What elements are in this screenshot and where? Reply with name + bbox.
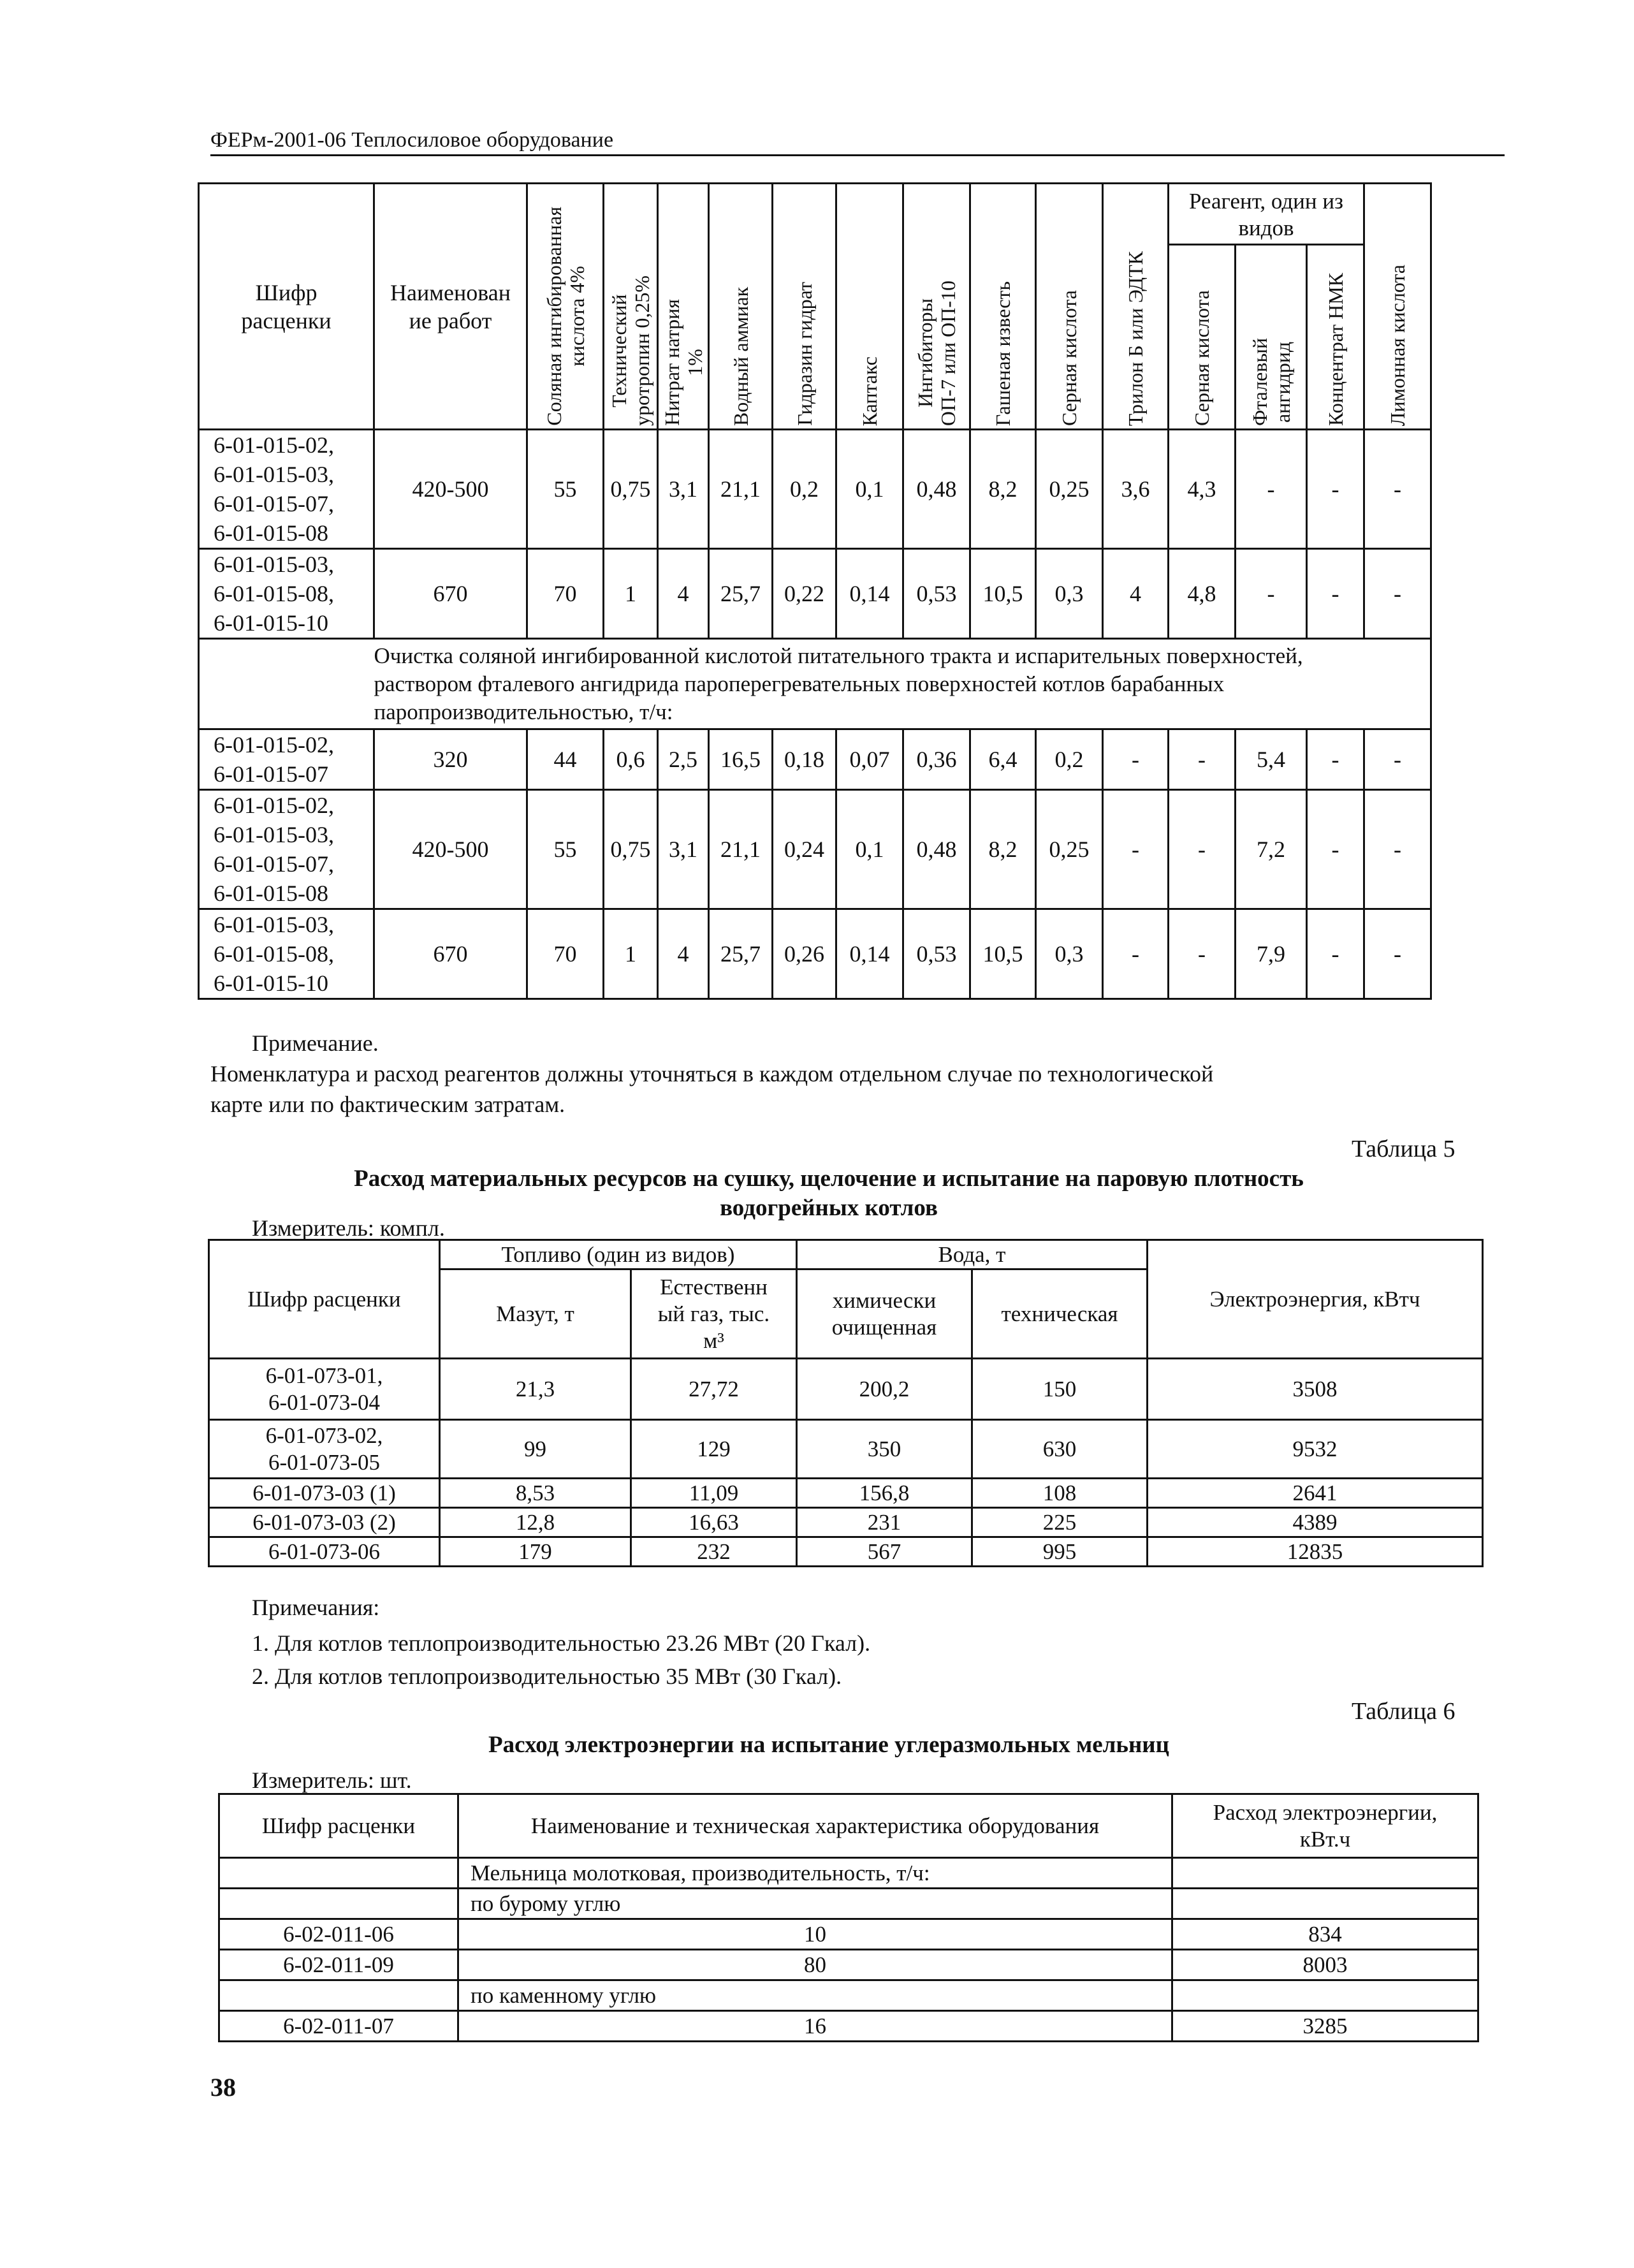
resource-value: 9532 — [1148, 1420, 1483, 1479]
table5-measure: Измеритель: компл. — [252, 1215, 445, 1241]
reagent-value: 0,3 — [1036, 549, 1103, 639]
header-tech-water: техническая — [972, 1269, 1148, 1359]
header-gas: Естественн ый газ, тыс. м³ — [631, 1269, 797, 1359]
rate-code — [219, 1889, 458, 1919]
table5-label: Таблица 5 — [1352, 1136, 1455, 1162]
reagent-value: 0,14 — [836, 909, 903, 999]
header-code: Шифр расценки — [209, 1240, 440, 1359]
reagent-value: - — [1169, 909, 1236, 999]
reagent-value: 55 — [527, 430, 604, 549]
table-row — [219, 1980, 1478, 2011]
resource-value: 2641 — [1148, 1479, 1483, 1508]
reagent-value: 4,8 — [1169, 549, 1236, 639]
resource-value: 156,8 — [797, 1479, 972, 1508]
rate-code: 6-01-015-02, 6-01-015-03, 6-01-015-07, 6-01-015-08 — [199, 430, 374, 549]
header-group-col: Концентрат НМК — [1307, 245, 1364, 430]
reagent-value: 0,22 — [773, 549, 836, 639]
resource-value: 630 — [972, 1420, 1148, 1479]
table6-measure: Измеритель: шт. — [252, 1767, 412, 1793]
reagent-value: 0,75 — [604, 790, 658, 909]
header-reagent: Технический уротропин 0,25% — [604, 184, 658, 430]
reagent-value: - — [1307, 790, 1364, 909]
table-row — [199, 729, 1431, 790]
header-reagent: Каптакс — [836, 184, 903, 430]
rate-code: 6-01-073-03 (1) — [209, 1479, 440, 1508]
reagent-value: 4 — [658, 909, 709, 999]
resource-value: 231 — [797, 1508, 972, 1537]
table5-notes-title: Примечания: — [252, 1595, 380, 1620]
header-reagent: Водный аммиак — [709, 184, 773, 430]
reagent-value: 16,5 — [709, 729, 773, 790]
reagent-value: - — [1364, 790, 1431, 909]
reagent-value: 3,1 — [658, 430, 709, 549]
reagent-value: 4,3 — [1169, 430, 1236, 549]
table-row — [219, 1889, 1478, 1919]
resource-value: 200,2 — [797, 1359, 972, 1420]
table5-note-2: 2. Для котлов теплопроизводительностью 35 МВт (30 Гкал). — [252, 1664, 842, 1689]
table-row — [199, 909, 1431, 999]
table-row — [219, 1950, 1478, 1980]
reagent-value: 70 — [527, 909, 604, 999]
resource-value: 108 — [972, 1479, 1148, 1508]
reagent-value: 0,2 — [1036, 729, 1103, 790]
rate-code: 6-01-073-02, 6-01-073-05 — [209, 1420, 440, 1479]
reagent-value: - — [1236, 549, 1307, 639]
equipment-description: 16 — [458, 2011, 1172, 2042]
header-power: Электроэнергия, кВтч — [1148, 1240, 1483, 1359]
reagent-value: 7,9 — [1236, 909, 1307, 999]
reagent-value: - — [1307, 549, 1364, 639]
resource-value: 179 — [440, 1537, 631, 1567]
rate-code: 6-01-073-03 (2) — [209, 1508, 440, 1537]
power-value — [1172, 1980, 1478, 2011]
section-row — [199, 639, 1431, 729]
header-reagent: Трилон Б или ЭДТК — [1103, 184, 1169, 430]
table4-note-title: Примечание. — [252, 1030, 379, 1056]
reagent-value: 3,6 — [1103, 430, 1169, 549]
reagent-value: 8,2 — [970, 790, 1036, 909]
header-water-group: Вода, т — [797, 1240, 1148, 1269]
resource-value: 3508 — [1148, 1359, 1483, 1420]
reagent-value: 55 — [527, 790, 604, 909]
table-row — [209, 1359, 1483, 1420]
reagent-value: 0,48 — [903, 790, 970, 909]
reagent-value: 4 — [1103, 549, 1169, 639]
power-value: 3285 — [1172, 2011, 1478, 2042]
work-name: 420-500 — [374, 430, 527, 549]
equipment-description: по каменному углю — [458, 1980, 1172, 2011]
reagent-value: 0,2 — [773, 430, 836, 549]
reagent-value: 1 — [604, 549, 658, 639]
reagent-value: - — [1364, 729, 1431, 790]
section-text: Очистка соляной ингибированной кислотой питательного тракта и испарительных поверхностей, раствором фталевого ангидрида пароперегревательных поверхностей котлов барабанных паропроизводительностью, т/ч: — [374, 639, 1431, 729]
rate-code — [219, 1858, 458, 1889]
resource-value: 27,72 — [631, 1359, 797, 1420]
table6-label: Таблица 6 — [1352, 1698, 1455, 1725]
reagent-value: 0,07 — [836, 729, 903, 790]
reagent-value: 0,48 — [903, 430, 970, 549]
power-value: 8003 — [1172, 1950, 1478, 1980]
header-reagent: Ингибиторы ОП-7 или ОП-10 — [903, 184, 970, 430]
reagent-value: 10,5 — [970, 909, 1036, 999]
reagent-value: 0,26 — [773, 909, 836, 999]
table5-title: Расход материальных ресурсов на сушку, щелочение и испытание на паровую плотность водогрейных котлов — [354, 1166, 1304, 1221]
rate-code: 6-01-015-03, 6-01-015-08, 6-01-015-10 — [199, 549, 374, 639]
reagent-value: - — [1169, 729, 1236, 790]
page-number: 38 — [210, 2073, 236, 2102]
table-row — [209, 1537, 1483, 1567]
header-power: Расход электроэнергии, кВт.ч — [1172, 1794, 1478, 1858]
header-group-col: Фталевый ангидрид — [1236, 245, 1307, 430]
reagent-value: 0,6 — [604, 729, 658, 790]
reagent-value: 0,18 — [773, 729, 836, 790]
reagent-value: 70 — [527, 549, 604, 639]
power-value: 834 — [1172, 1919, 1478, 1950]
resource-value: 16,63 — [631, 1508, 797, 1537]
header-code: Шифр расценки — [219, 1794, 458, 1858]
table-row — [199, 790, 1431, 909]
table-row — [199, 549, 1431, 639]
header-citric-acid: Лимонная кислота — [1364, 184, 1431, 430]
mill-power-table — [218, 1793, 1479, 2042]
equipment-description: 80 — [458, 1950, 1172, 1980]
reagent-value: 0,75 — [604, 430, 658, 549]
reagent-value: - — [1307, 729, 1364, 790]
reagent-value: 0,36 — [903, 729, 970, 790]
power-value — [1172, 1889, 1478, 1919]
header-fuel-group: Топливо (один из видов) — [440, 1240, 797, 1269]
reagent-value: 0,14 — [836, 549, 903, 639]
rate-code: 6-01-073-01, 6-01-073-04 — [209, 1359, 440, 1420]
resource-value: 21,3 — [440, 1359, 631, 1420]
table-row — [199, 430, 1431, 549]
power-value — [1172, 1858, 1478, 1889]
table6-title: Расход электроэнергии на испытание углеразмольных мельниц — [488, 1732, 1169, 1758]
header-reagent: Гашеная известь — [970, 184, 1036, 430]
resource-value: 4389 — [1148, 1508, 1483, 1537]
reagent-value: 0,1 — [836, 430, 903, 549]
work-name: 670 — [374, 549, 527, 639]
reagent-value: 3,1 — [658, 790, 709, 909]
reagent-value: 0,25 — [1036, 430, 1103, 549]
reagent-value: - — [1103, 729, 1169, 790]
header-name: Наименован ие работ — [374, 184, 527, 430]
table-row — [219, 1919, 1478, 1950]
rate-code: 6-02-011-06 — [219, 1919, 458, 1950]
header-code: Шифр расценки — [199, 184, 374, 430]
work-name: 320 — [374, 729, 527, 790]
reagent-value: - — [1364, 549, 1431, 639]
reagent-value: - — [1236, 430, 1307, 549]
table-row — [219, 2011, 1478, 2042]
rate-code — [219, 1980, 458, 2011]
resource-value: 350 — [797, 1420, 972, 1479]
reagent-value: 21,1 — [709, 430, 773, 549]
materials-table — [208, 1239, 1484, 1567]
reagent-value: - — [1364, 430, 1431, 549]
reagent-value: 44 — [527, 729, 604, 790]
header-reagent-group: Реагент, один из видов — [1169, 184, 1364, 245]
rate-code: 6-01-073-06 — [209, 1537, 440, 1567]
reagent-value: - — [1103, 790, 1169, 909]
resource-value: 11,09 — [631, 1479, 797, 1508]
rate-code: 6-01-015-02, 6-01-015-03, 6-01-015-07, 6-01-015-08 — [199, 790, 374, 909]
reagent-value: 0,24 — [773, 790, 836, 909]
reagent-table — [198, 182, 1432, 1000]
header-name: Наименование и техническая характеристика оборудования — [458, 1794, 1172, 1858]
reagent-value: 8,2 — [970, 430, 1036, 549]
table-row — [209, 1508, 1483, 1537]
rate-code: 6-01-015-03, 6-01-015-08, 6-01-015-10 — [199, 909, 374, 999]
header-chem-water: химически очищенная — [797, 1269, 972, 1359]
reagent-value: - — [1307, 909, 1364, 999]
reagent-value: 0,53 — [903, 909, 970, 999]
resource-value: 12,8 — [440, 1508, 631, 1537]
reagent-value: 6,4 — [970, 729, 1036, 790]
header-group-col: Серная кислота — [1169, 245, 1236, 430]
resource-value: 8,53 — [440, 1479, 631, 1508]
equipment-description: 10 — [458, 1919, 1172, 1950]
table-row — [209, 1479, 1483, 1508]
work-name: 670 — [374, 909, 527, 999]
rate-code: 6-01-015-02, 6-01-015-07 — [199, 729, 374, 790]
resource-value: 12835 — [1148, 1537, 1483, 1567]
reagent-value: 7,2 — [1236, 790, 1307, 909]
table4-note-text: Номенклатура и расход реагентов должны уточняться в каждом отдельном случае по технологической карте или по фактическим затратам. — [210, 1061, 1214, 1117]
header-reagent: Гидразин гидрат — [773, 184, 836, 430]
header-reagent: Нитрат натрия 1% — [658, 184, 709, 430]
section-blank — [199, 639, 374, 729]
header-mazut: Мазут, т — [440, 1269, 631, 1359]
reagent-value: - — [1364, 909, 1431, 999]
reagent-value: 0,25 — [1036, 790, 1103, 909]
resource-value: 567 — [797, 1537, 972, 1567]
reagent-value: - — [1307, 430, 1364, 549]
reagent-value: 0,1 — [836, 790, 903, 909]
reagent-value: 4 — [658, 549, 709, 639]
resource-value: 995 — [972, 1537, 1148, 1567]
table-row — [219, 1858, 1478, 1889]
reagent-value: - — [1103, 909, 1169, 999]
resource-value: 129 — [631, 1420, 797, 1479]
rate-code: 6-02-011-09 — [219, 1950, 458, 1980]
resource-value: 99 — [440, 1420, 631, 1479]
reagent-value: 25,7 — [709, 909, 773, 999]
equipment-description: Мельница молотковая, производительность, т/ч: — [458, 1858, 1172, 1889]
reagent-value: - — [1169, 790, 1236, 909]
reagent-value: 0,3 — [1036, 909, 1103, 999]
reagent-value: 5,4 — [1236, 729, 1307, 790]
reagent-value: 0,53 — [903, 549, 970, 639]
table5-note-1: 1. Для котлов теплопроизводительностью 23.26 МВт (20 Гкал). — [252, 1630, 871, 1656]
reagent-value: 10,5 — [970, 549, 1036, 639]
resource-value: 225 — [972, 1508, 1148, 1537]
rate-code: 6-02-011-07 — [219, 2011, 458, 2042]
reagent-value: 25,7 — [709, 549, 773, 639]
running-header: ФЕРм-2001-06 Теплосиловое оборудование — [210, 128, 1505, 156]
equipment-description: по бурому углю — [458, 1889, 1172, 1919]
resource-value: 232 — [631, 1537, 797, 1567]
table-row — [209, 1420, 1483, 1479]
resource-value: 150 — [972, 1359, 1148, 1420]
work-name: 420-500 — [374, 790, 527, 909]
header-reagent: Серная кислота — [1036, 184, 1103, 430]
header-reagent: Соляная ингибированная кислота 4% — [527, 184, 604, 430]
reagent-value: 1 — [604, 909, 658, 999]
reagent-value: 2,5 — [658, 729, 709, 790]
reagent-value: 21,1 — [709, 790, 773, 909]
